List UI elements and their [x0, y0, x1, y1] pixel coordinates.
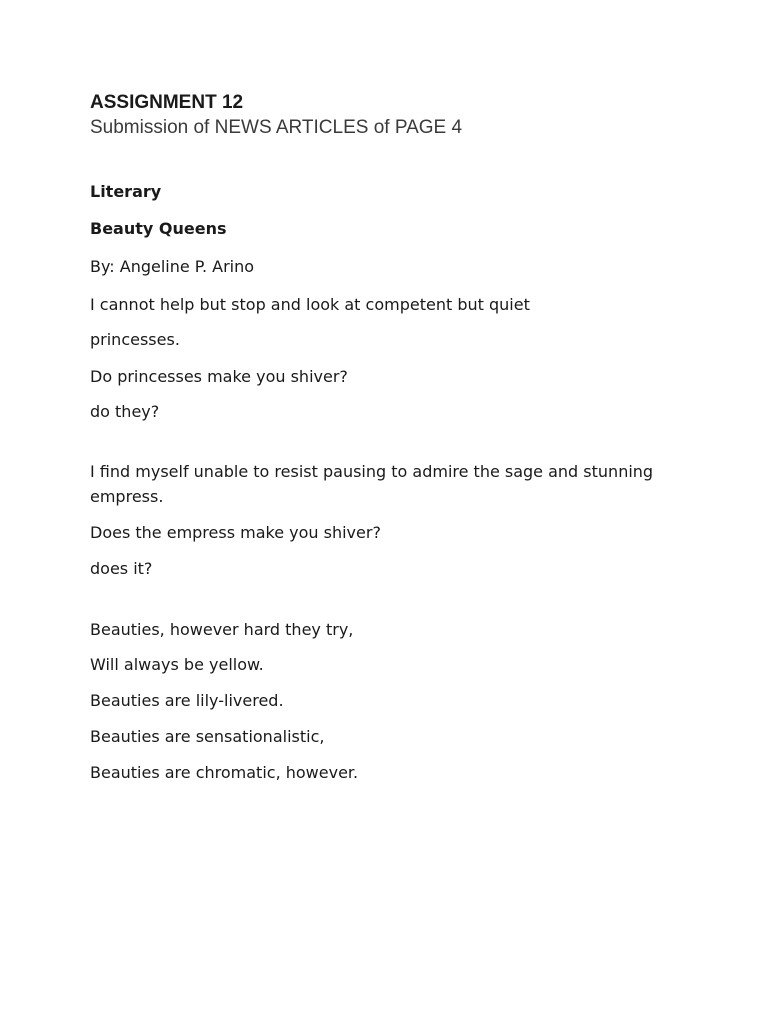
- poem-line: empress.: [90, 487, 164, 506]
- poem-line: I find myself unable to resist pausing to admire the sage and stunning: [90, 462, 654, 481]
- poem-line: Beauties are lily-livered.: [90, 691, 284, 710]
- poem-line: Beauties are chromatic, however.: [90, 763, 359, 782]
- assignment-subtitle: Submission of NEWS ARTICLES of PAGE 4: [90, 117, 463, 138]
- article-title: Beauty Queens: [90, 219, 227, 238]
- poem-line: does it?: [90, 559, 153, 578]
- poem-line: Do princesses make you shiver?: [90, 367, 348, 386]
- poem-line: Beauties are sensationalistic,: [90, 727, 325, 746]
- poem-line: princesses.: [90, 330, 180, 349]
- poem-line: Will always be yellow.: [90, 655, 264, 674]
- poem-line: do they?: [90, 402, 160, 421]
- poem-line: Beauties, however hard they try,: [90, 620, 354, 639]
- assignment-title: ASSIGNMENT 12: [90, 92, 244, 113]
- article-byline: By: Angeline P. Arino: [90, 257, 255, 276]
- poem-line: I cannot help but stop and look at competent but quiet: [90, 295, 530, 314]
- article-category: Literary: [90, 182, 162, 201]
- poem-line: Does the empress make you shiver?: [90, 523, 381, 542]
